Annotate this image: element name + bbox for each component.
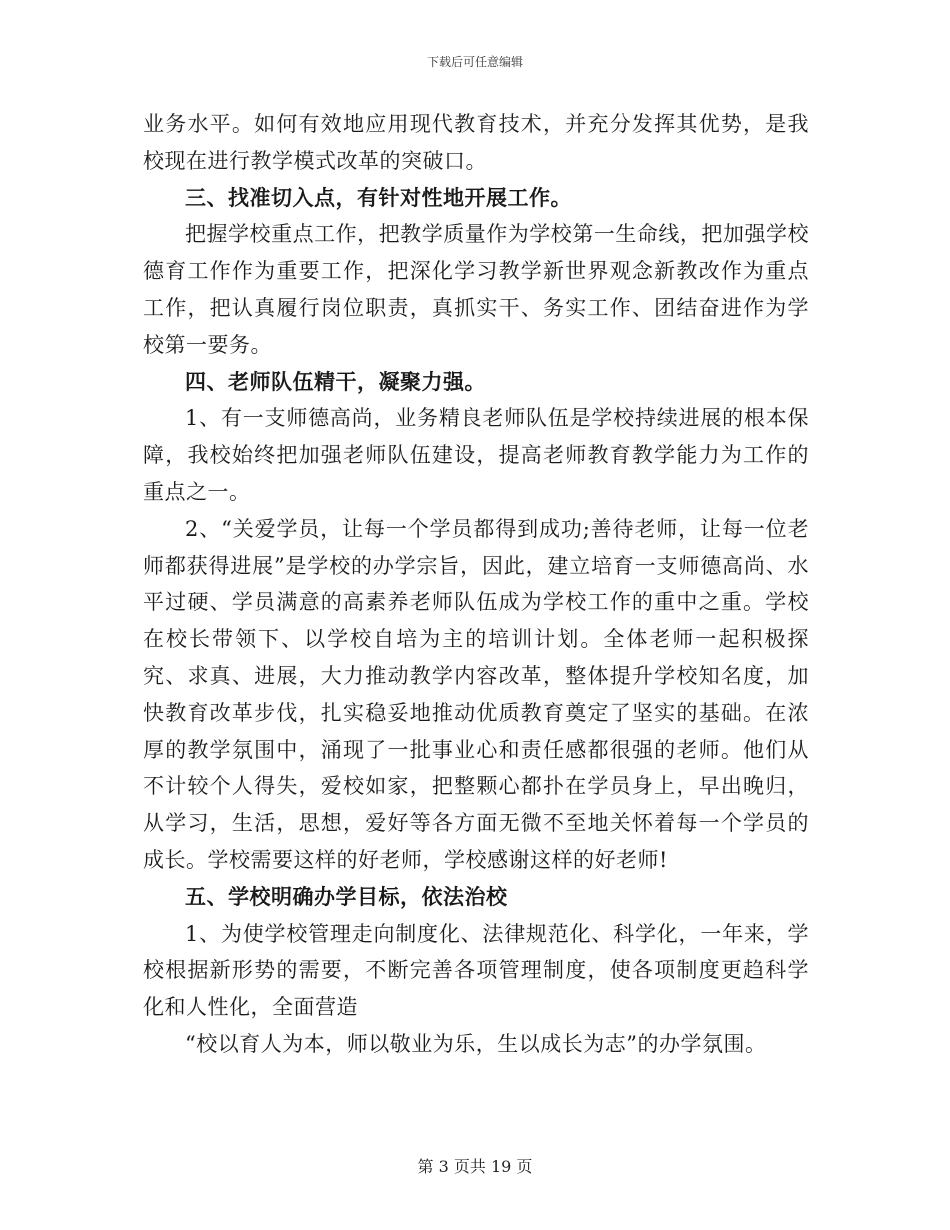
page-footer: 第 3 页共 19 页 <box>417 1157 533 1176</box>
document-body <box>143 106 809 1063</box>
paragraph: 把握学校重点工作，把教学质量作为学校第一生命线，把加强学校德育工作作为重要工作，把深化学习教学新世界观念新教改作为重点工作，把认真履行岗位职责，真抓实干、务实工作、团结奋进作为学校第一要务。 <box>143 222 809 357</box>
paragraph: “校以育人为本，师以敬业为乐，生以成长为志”的办学氛围。 <box>185 1031 767 1056</box>
section-heading: 三、找准切入点，有针对性地开展工作。 <box>185 184 572 210</box>
paragraph: 业务水平。如何有效地应用现代教育技术，并充分发挥其优势，是我校现在进行教学模式改革的突破口。 <box>143 112 809 173</box>
paragraph: 2、“关爱学员，让每一个学员都得到成功;善待老师，让每一位老师都获得进展”是学校的办学宗旨，因此，建立培育一支师德高尚、水平过硬、学员满意的高素养老师队伍成为学校工作的重中之重。学校在校长带领下、以学校自培为主的培训计划。全体老师一起积极探究、求真、进展，大力推动教学内容改革，整体提升学校知名度，加快教育改革步伐，扎实稳妥地推动优质教育奠定了坚实的基础。在浓厚的教学氛围中，涌现了一批事业心和责任感都很强的老师。他们从不计较个人得失，爱校如家，把整颗心都扑在学员身上，早出晚归，从学习，生活，思想，爱好等各方面无微不至地关怀着每一个学员的成长。学校需要这样的好老师，学校感谢这样的好老师! <box>143 516 809 872</box>
page-header: 下载后可任意编辑 <box>426 55 523 69</box>
section-heading: 五、学校明确办学目标，依法治校 <box>185 883 508 909</box>
section-heading: 四、老师队伍精干，凝聚力强。 <box>185 368 486 394</box>
paragraph: 1、有一支师德高尚，业务精良老师队伍是学校持续进展的根本保障，我校始终把加强老师队伍建设，提高老师教育教学能力为工作的重点之一。 <box>143 406 809 504</box>
paragraph: 1、为使学校管理走向制度化、法律规范化、科学化，一年来，学校根据新形势的需要，不断完善各项管理制度，使各项制度更趋科学化和人性化，全面营造 <box>143 921 809 1020</box>
